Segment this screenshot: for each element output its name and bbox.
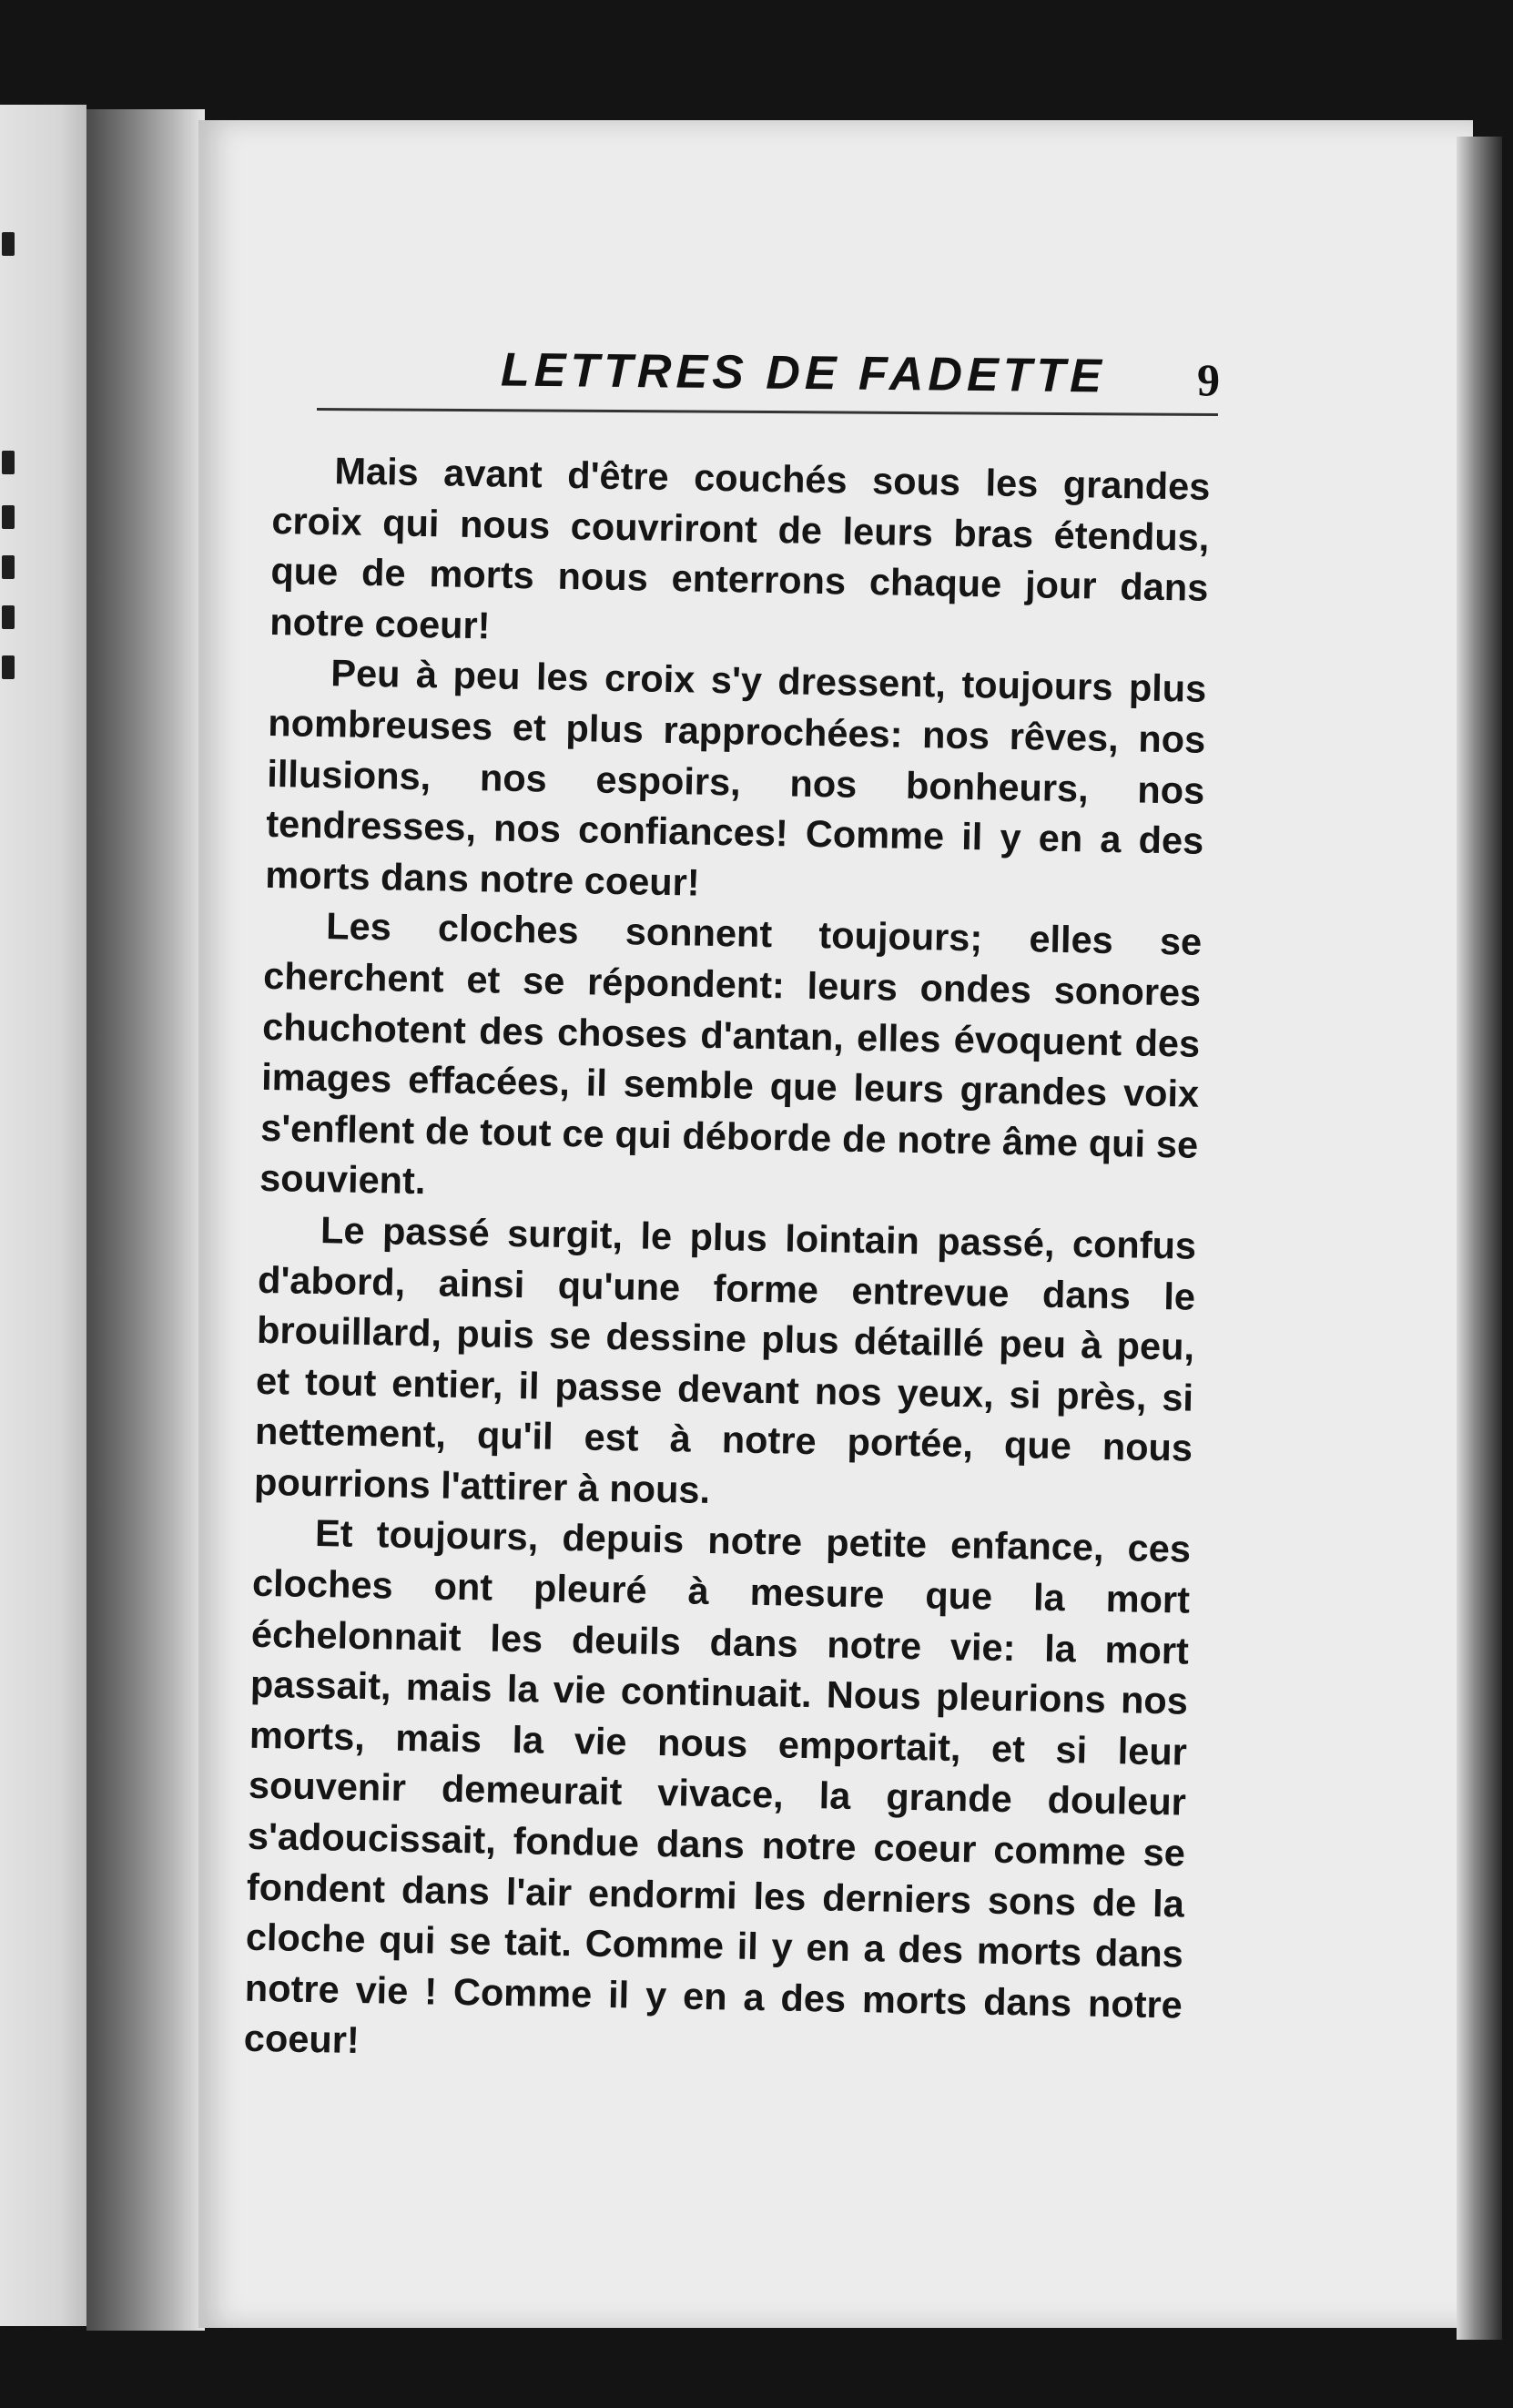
running-title: LETTRES DE FADETTE (500, 343, 1107, 403)
book-gutter-shadow (86, 109, 205, 2331)
header-rule (317, 408, 1218, 416)
facing-page-text-fragment (2, 451, 15, 474)
paragraph: Les cloches sonnent toujours; elles se cherchent et se répondent: leurs ondes sonores chuchotent des choses d'antan, elles évoquent des images effacées, il semble que leurs grandes voix s'enflent de tout ce qui déborde de notre âme qui se souvient. (259, 904, 1203, 1203)
paragraph: Le passé surgit, le plus lointain passé, confus d'abord, ainsi qu'une forme entrevue dans le brouillard, puis se dessine plus détaillé peu à peu, et tout entier, il passe devant nos yeux, si près, si nettement, qu'il est à notre portée, que nous pourrions l'attirer à nous. (253, 1208, 1197, 1511)
facing-page-text-fragment (2, 505, 15, 529)
page-number: 9 (1197, 354, 1220, 405)
page-header (273, 328, 1238, 428)
page-right-edge (1457, 137, 1502, 2340)
facing-page-text-fragment (2, 655, 15, 679)
facing-page-text-fragment (2, 555, 15, 579)
body-text (243, 444, 1210, 2081)
paragraph: Peu à peu les croix s'y dressent, toujours plus nombreuses et plus rapprochées: nos rêves, nos illusions, nos espoirs, nos bonheurs, nos tendresses, nos confiances! Comme il y en a des morts dans notre coeur! (264, 651, 1207, 904)
paragraph: Et toujours, depuis notre petite enfance, ces cloches ont pleuré à mesure que la mort échelonnait les deuils dans notre vie: la mort passait, mais la vie continuait. Nous pleurions nos morts, mais la vie nous emportait, et si leur souvenir demeurait vivace, la grande douleur s'adoucissait, fondue dans notre coeur comme se fondent dans l'air endormi les derniers sons de la cloche qui se tait. Comme il y en a des morts dans notre vie ! Comme il y en a des morts dans notre coeur! (243, 1511, 1192, 2062)
paragraph: Mais avant d'être couchés sous les grandes croix qui nous couvriront de leurs bras étendus, que de morts nous enterrons chaque jour dans notre coeur! (269, 449, 1211, 647)
facing-page-text-fragment (2, 232, 15, 256)
facing-page-edge (0, 105, 86, 2326)
facing-page-text-fragment (2, 605, 15, 629)
